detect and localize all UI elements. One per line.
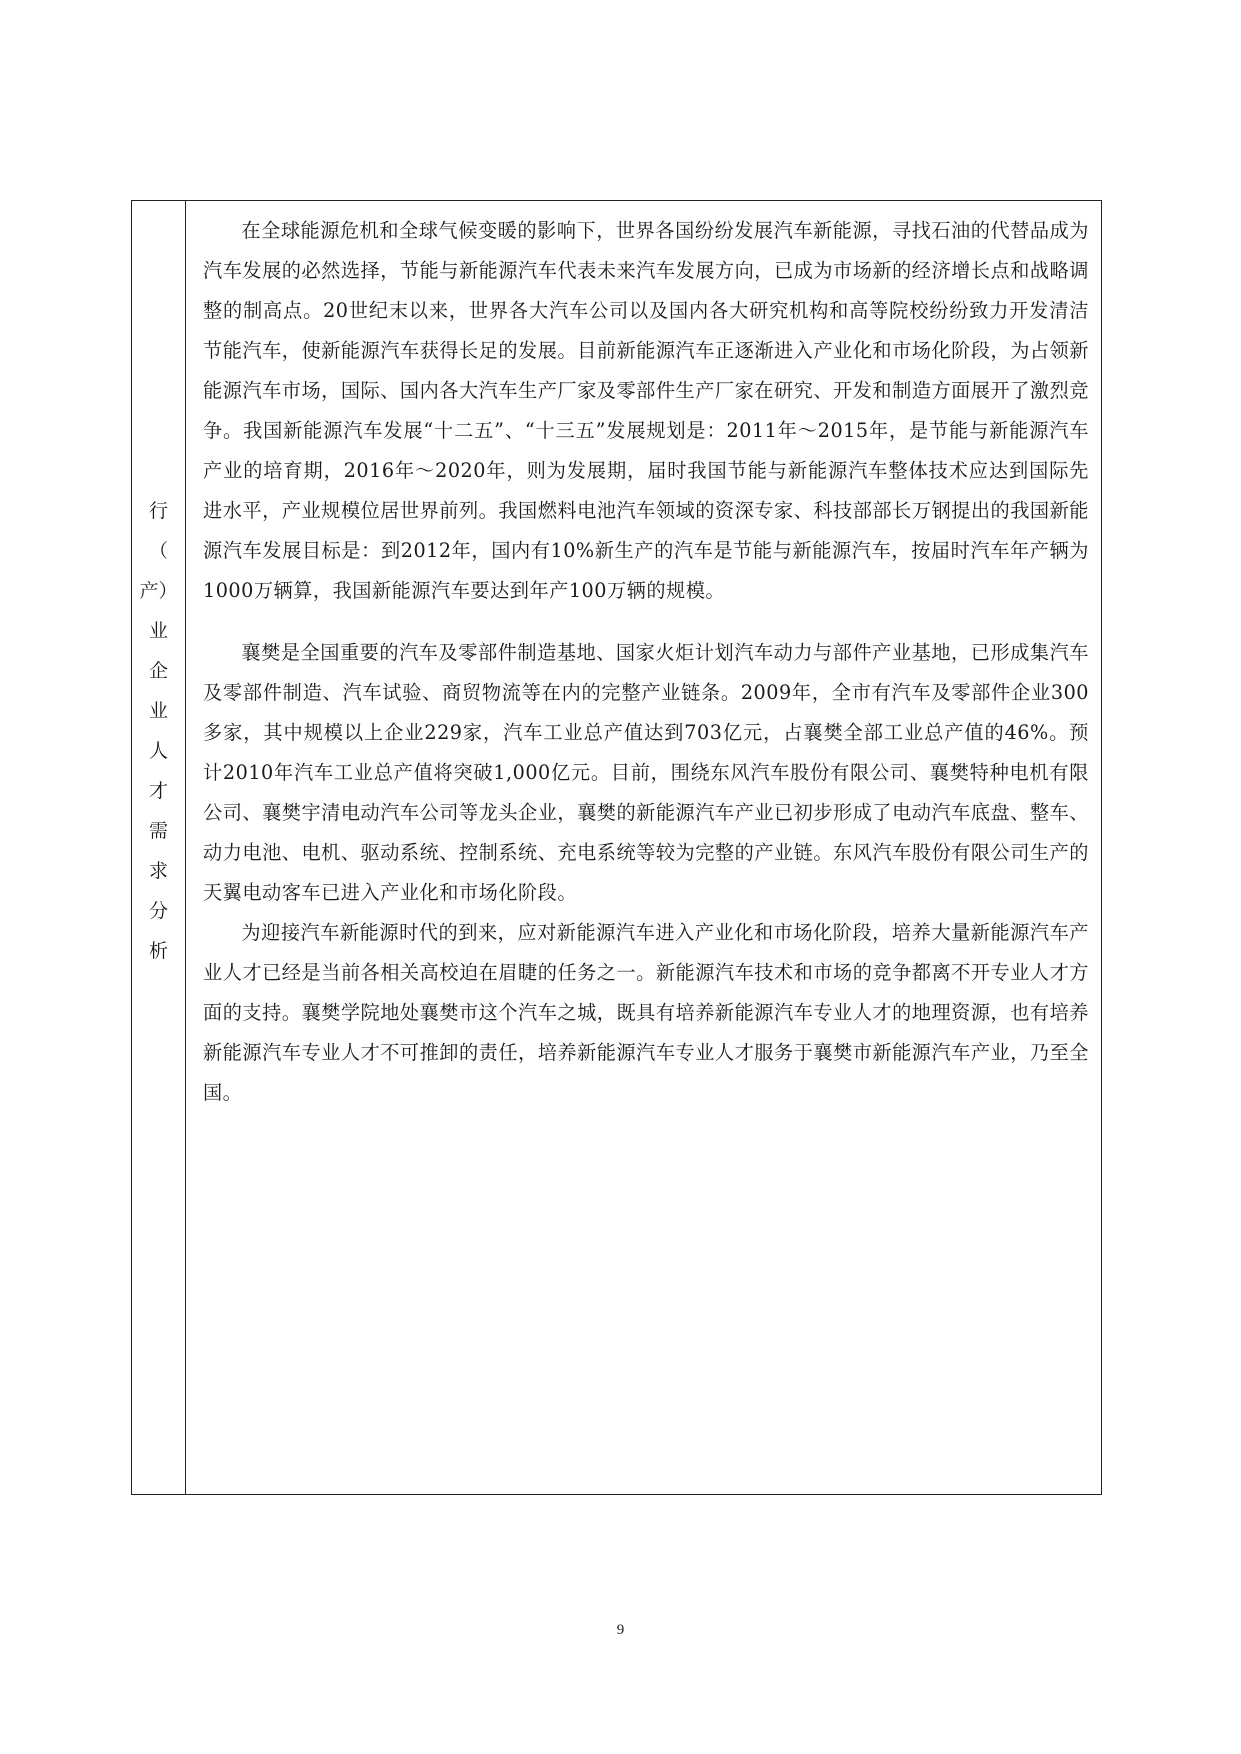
section-label-char: 业	[148, 700, 168, 722]
content-cell	[186, 201, 1101, 1494]
section-label-char: 求	[148, 860, 168, 882]
section-label-char: 才	[148, 780, 168, 802]
paragraph-industry-background: 在全球能源危机和全球气候变暖的影响下，世界各国纷纷发展汽车新能源，寻找石油的代替品成为汽车发展的必然选择，节能与新能源汽车代表未来汽车发展方向，已成为市场新的经济增长点和战略调整的制高点。20世纪末以来，世界各大汽车公司以及国内各大研究机构和高等院校纷纷致力开发清洁节能汽车，使新能源汽车获得长足的发展。目前新能源汽车正逐渐进入产业化和市场化阶段，为占领新能源汽车市场，国际、国内各大汽车生产厂家及零部件生产厂家在研究、开发和制造方面展开了激烈竞争。我国新能源汽车发展“十二五”、“十三五”发展规划是：2011年～2015年，是节能与新能源汽车产业的培育期，2016年～2020年，则为发展期，届时我国节能与新能源汽车整体技术应达到国际先进水平，产业规模位居世界前列。我国燃料电池汽车领域的资深专家、科技部部长万钢提出的我国新能源汽车发展目标是：到2012年，国内有10%新生产的汽车是节能与新能源汽车，按届时汽车年产辆为1000万辆算，我国新能源汽车要达到年产100万辆的规模。	[203, 219, 1089, 602]
section-label-char: 人	[148, 740, 168, 762]
section-label-char: 企	[148, 660, 168, 682]
page-number: 9	[616, 1622, 625, 1638]
section-label-cell	[132, 201, 186, 1494]
form-table	[131, 200, 1102, 1495]
section-label-char: 产）	[139, 580, 178, 602]
section-label	[132, 491, 185, 971]
section-label-char: 析	[148, 940, 168, 962]
paragraph-talent-demand: 为迎接汽车新能源时代的到来，应对新能源汽车进入产业化和市场化阶段，培养大量新能源汽车产业人才已经是当前各相关高校迫在眉睫的任务之一。新能源汽车技术和市场的竞争都离不开专业人才方面的支持。襄樊学院地处襄樊市这个汽车之城，既具有培养新能源汽车专业人才的地理资源，也有培养新能源汽车专业人才不可推卸的责任，培养新能源汽车专业人才服务于襄樊市新能源汽车产业，乃至全国。	[203, 921, 1089, 1104]
section-label-char: （	[148, 540, 168, 562]
section-label-char: 业	[148, 620, 168, 642]
paragraph-xiangfan-industry: 襄樊是全国重要的汽车及零部件制造基地、国家火炬计划汽车动力与部件产业基地，已形成集汽车及零部件制造、汽车试验、商贸物流等在内的完整产业链条。2009年，全市有汽车及零部件企业300多家，其中规模以上企业229家，汽车工业总产值达到703亿元，占襄樊全部工业总产值的46%。预计2010年汽车工业总产值将突破1,000亿元。目前，围绕东风汽车股份有限公司、襄樊特种电机有限公司、襄樊宇清电动汽车公司等龙头企业，襄樊的新能源汽车产业已初步形成了电动汽车底盘、整车、动力电池、电机、驱动系统、控制系统、充电系统等较为完整的产业链。东风汽车股份有限公司生产的天翼电动客车已进入产业化和市场化阶段。	[203, 641, 1089, 904]
section-label-char: 需	[148, 820, 168, 842]
section-label-char: 分	[148, 900, 168, 922]
section-label-char: 行	[148, 500, 168, 522]
